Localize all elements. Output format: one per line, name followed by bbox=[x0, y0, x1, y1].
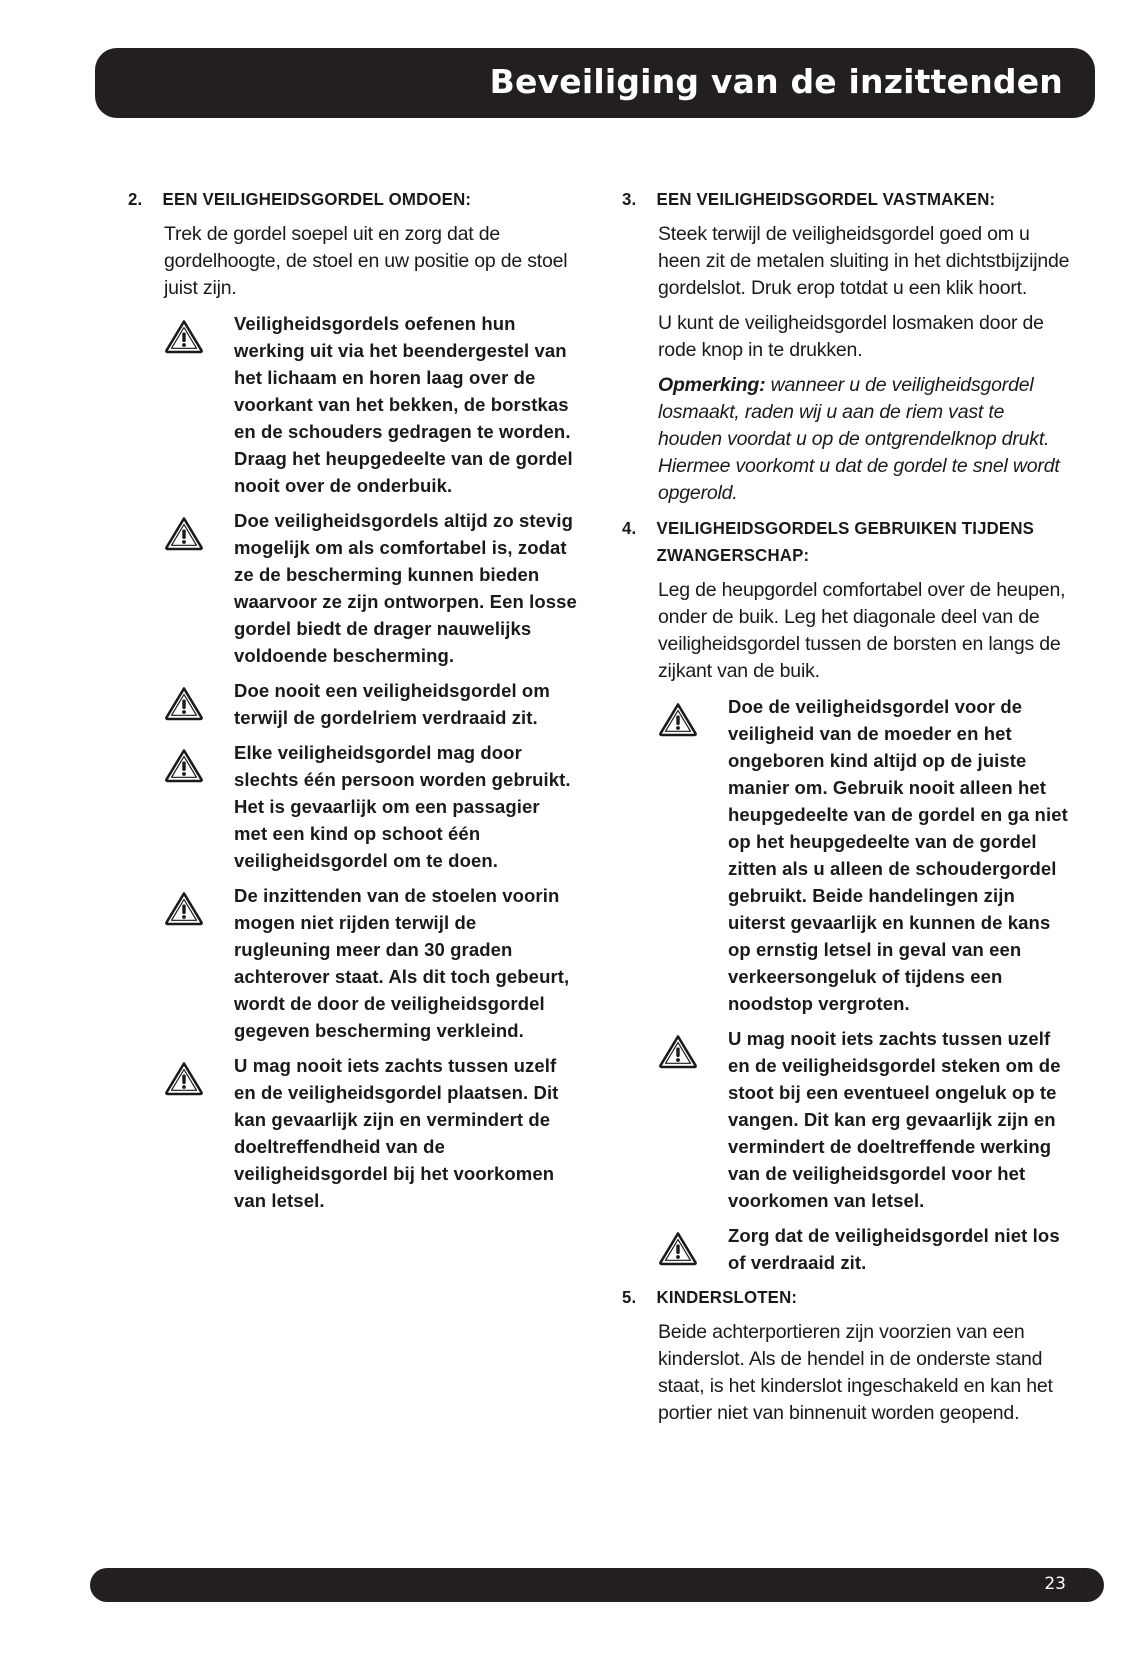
warning-triangle-icon bbox=[164, 677, 234, 731]
warning-item bbox=[164, 677, 578, 731]
section-number: 2. bbox=[128, 189, 143, 209]
warning-item bbox=[164, 507, 578, 669]
section-number: 5. bbox=[622, 1287, 637, 1307]
warning-item bbox=[164, 739, 578, 874]
warning-triangle-icon bbox=[164, 739, 234, 874]
warning-text: Elke veiligheidsgordel mag door slechts één persoon worden gebruikt. Het is gevaarlijk om een passagier met een kind op schoot één veiligheidsgordel om te doen. bbox=[234, 742, 571, 871]
warning-text: U mag nooit iets zachts tussen uzelf en de veiligheidsgordel steken om de stoot bij een eventueel ongeluk op te vangen. Dit kan erg gevaarlijk zijn en vermindert de doeltreffende werking van de veiligheidsgordel voor het voorkomen van letsel. bbox=[728, 1028, 1061, 1211]
warning-text: Doe nooit een veiligheidsgordel om terwijl de gordelriem verdraaid zit. bbox=[234, 680, 550, 728]
left-column bbox=[128, 186, 578, 1222]
section-5-heading bbox=[622, 1284, 1052, 1311]
warning-text: De inzittenden van de stoelen voorin mogen niet rijden terwijl de rugleuning meer dan 30 graden achterover staat. Als dit toch gebeurt, wordt de door de veiligheidsgordel gegeven bescherming verkleind. bbox=[234, 885, 570, 1041]
warning-item bbox=[164, 1052, 578, 1214]
header-bar bbox=[95, 48, 1095, 118]
right-column bbox=[622, 186, 1070, 1435]
warning-item bbox=[658, 693, 1070, 1017]
section-title: KINDERSLOTEN: bbox=[656, 1287, 798, 1307]
warning-item bbox=[164, 882, 578, 1044]
section-3-heading bbox=[622, 186, 1052, 213]
section-5-paragraph: Beide achterportieren zijn voorzien van een kinderslot. Als de hendel in de onderste stand staat, is het kinderslot ingeschakeld en kan het portier niet van binnenuit worden geopend. bbox=[658, 1321, 1053, 1424]
section-4-heading bbox=[622, 515, 1052, 569]
warning-triangle-icon bbox=[164, 310, 234, 499]
warning-triangle-icon bbox=[164, 1052, 234, 1214]
page-title: Beveiliging van de inzittenden bbox=[489, 62, 1063, 101]
footer-bar bbox=[90, 1568, 1104, 1602]
warning-triangle-icon bbox=[658, 1025, 728, 1214]
section-3-note bbox=[658, 372, 1070, 507]
warning-item bbox=[658, 1025, 1070, 1214]
warning-item bbox=[164, 310, 578, 499]
section-2-heading bbox=[128, 186, 560, 213]
section-4-paragraph: Leg de heupgordel comfortabel over de heupen, onder de buik. Leg het diagonale deel van de veiligheidsgordel tussen de borsten en langs de zijkant van de buik. bbox=[658, 579, 1066, 682]
section-3-paragraph-2: U kunt de veiligheidsgordel losmaken door de rode knop in te drukken. bbox=[658, 312, 1044, 361]
section-title: EEN VEILIGHEIDSGORDEL VASTMAKEN: bbox=[656, 189, 996, 209]
warning-text: U mag nooit iets zachts tussen uzelf en de veiligheidsgordel plaatsen. Dit kan gevaarlijk zijn en vermindert de doeltreffendheid van de veiligheidsgordel bij het voorkomen van letsel. bbox=[234, 1055, 559, 1211]
section-title: VEILIGHEIDSGORDELS GEBRUIKEN TIJDENS ZWANGERSCHAP: bbox=[656, 518, 1035, 565]
section-3-paragraph-1: Steek terwijl de veiligheidsgordel goed om u heen zit de metalen sluiting in het dichtstbijzijnde gordelslot. Druk erop totdat u een klik hoort. bbox=[658, 223, 1070, 299]
section-number: 3. bbox=[622, 189, 637, 209]
warning-item bbox=[658, 1222, 1070, 1276]
page-number: 23 bbox=[1044, 1574, 1066, 1594]
note-label: Opmerking: bbox=[658, 374, 766, 396]
warning-triangle-icon bbox=[658, 693, 728, 1017]
warning-text: Zorg dat de veiligheidsgordel niet los of verdraaid zit. bbox=[728, 1225, 1060, 1273]
warning-triangle-icon bbox=[658, 1222, 728, 1276]
section-2-paragraph: Trek de gordel soepel uit en zorg dat de gordelhoogte, de stoel en uw positie op de stoel juist zijn. bbox=[164, 223, 568, 299]
section-number: 4. bbox=[622, 518, 637, 538]
warning-triangle-icon bbox=[164, 507, 234, 669]
section-title: EEN VEILIGHEIDSGORDEL OMDOEN: bbox=[162, 189, 472, 209]
note-text: wanneer u de veiligheidsgordel losmaakt, raden wij u aan de riem vast te houden voordat u op de ontgrendelknop drukt. Hiermee voorkomt u dat de gordel te snel wordt opgerold. bbox=[658, 374, 1060, 504]
warning-text: Doe de veiligheidsgordel voor de veiligheid van de moeder en het ongeboren kind altijd op de juiste manier om. Gebruik nooit alleen het heupgedeelte van de gordel en ga niet op het heupgedeelte van de gordel zitten als u alleen de schoudergordel gebruikt. Beide handelingen zijn uiterst gevaarlijk en kunnen de kans op ernstig letsel in geval van een verkeersongeluk of tijdens een noodstop vergroten. bbox=[728, 696, 1068, 1014]
warning-text: Veiligheidsgordels oefenen hun werking uit via het beendergestel van het lichaam en horen laag over de voorkant van het bekken, de borstkas en de schouders gedragen te worden. Draag het heupgedeelte van de gordel nooit over de onderbuik. bbox=[234, 313, 573, 496]
warning-triangle-icon bbox=[164, 882, 234, 1044]
warning-text: Doe veiligheidsgordels altijd zo stevig mogelijk om als comfortabel is, zodat ze de bescherming kunnen bieden waarvoor ze zijn ontworpen. Een losse gordel biedt de drager nauwelijks voldoende bescherming. bbox=[234, 510, 577, 666]
